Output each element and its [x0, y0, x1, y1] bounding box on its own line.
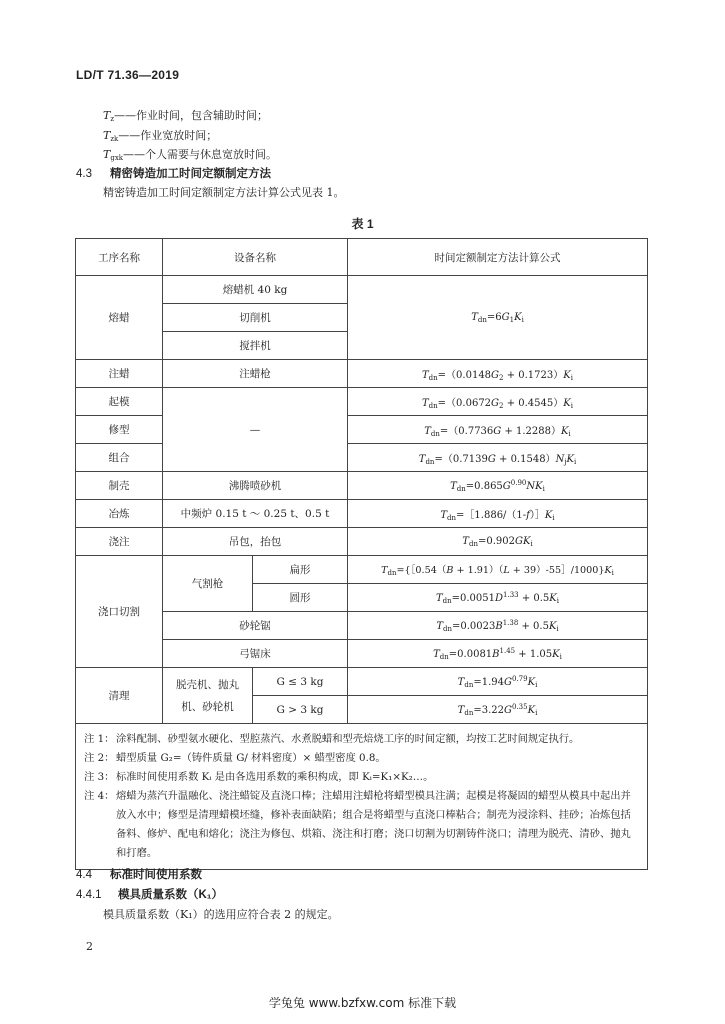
equipment-cell: —: [163, 388, 348, 472]
section-number: 4.4: [76, 869, 92, 881]
formula-cell: $T_{dn}=\{[0.54(B + 1.91)(L$ + $39)-55]/1000\}K_i$: [348, 556, 648, 584]
formula-cell: $T_{dn}=1.94G^{0.79}K_i$: [348, 668, 648, 696]
definition-text: ——作业宽放时间；: [118, 129, 218, 142]
section-4-4-heading: [76, 866, 202, 882]
table-notes: [76, 724, 648, 870]
note-label: 注 3：: [84, 771, 115, 783]
process-cell: 浇口切割: [76, 556, 163, 668]
process-cell: 注蜡: [76, 360, 163, 388]
table-row: [76, 388, 648, 416]
formula-cell: $T_{dn}=(0.7139G + 0.1548)N_jK_i$: [348, 444, 648, 472]
equipment-line: 机、砂轮机: [181, 700, 234, 713]
note-label: 注 4：: [84, 790, 115, 802]
section-4-3-heading: [76, 165, 271, 181]
section-title: 模具质量系数（K₁）: [118, 889, 224, 901]
process-cell: 组合: [76, 444, 163, 472]
formula-cell: $T_{dn}=0.902GK_i$: [348, 528, 648, 556]
page-number: 2: [86, 940, 93, 953]
note-text: 蜡型质量 G₂=（铸件质量 G/ 材料密度）× 蜡型密度 0.8。: [116, 752, 386, 764]
header-formula: 时间定额制定方法计算公式: [348, 239, 648, 276]
symbol: T: [103, 109, 111, 122]
process-cell: 熔蜡: [76, 276, 163, 360]
symbol-subscript: z: [110, 115, 115, 123]
process-cell: 清理: [76, 668, 163, 724]
table-row: [76, 360, 648, 388]
equipment-cell: 沸腾喷砂机: [163, 472, 348, 500]
document-code: LD/T 71.36—2019: [76, 68, 180, 82]
table-notes-row: [76, 724, 648, 870]
definition-text: ——作业时间，包含辅助时间；: [114, 109, 269, 122]
symbol-subscript: zk: [110, 135, 119, 143]
process-cell: 起模: [76, 388, 163, 416]
section-title: 标准时间使用系数: [110, 869, 202, 881]
header-equipment: 设备名称: [163, 239, 348, 276]
time-quota-table: [75, 238, 648, 870]
note-text: 熔蜡为蒸汽升温融化、浇注蜡锭及直浇口棒；注蜡用注蜡枪将蜡型模具注满；起模是将凝固的蜡型从模具中起出并放入水中；修型是清理蜡模坯缝，修补表面缺陷；组合是将蜡型与直浇口棒粘合；制壳为浸涂料、挂砂；冶炼包括备料、修炉、配电和熔化；浇注为修包、烘箱、浇注和打磨；浇口切割为切割铸件浇口；清理为脱壳、清砂、抛丸和打磨。: [116, 790, 631, 859]
process-cell: 制壳: [76, 472, 163, 500]
section-title: 精密铸造加工时间定额制定方法: [110, 168, 271, 180]
table-note: [84, 749, 639, 768]
process-cell: 冶炼: [76, 500, 163, 528]
formula-cell: $T_{dn}=6G_1K_i$: [348, 276, 648, 360]
table-caption: 表 1: [351, 217, 374, 231]
equipment-cell: 弓锯床: [163, 640, 348, 668]
formula-cell: $T_{dn}=(0.7736G + 1.2288)K_i$: [348, 416, 648, 444]
table-header-row: [76, 239, 648, 276]
equipment-cell: 气割枪: [163, 556, 253, 612]
table-row: [76, 500, 648, 528]
section-number: 4.3: [76, 168, 92, 180]
note-text: 涂料配制、砂型氨水硬化、型腔蒸汽、水煮脱蜡和型壳焙烧工序的时间定额，均按工艺时间规定执行。: [116, 733, 580, 745]
symbol: T: [103, 148, 111, 161]
section-4-3-text: 精密铸造加工时间定额制定方法计算公式见表 1。: [103, 186, 345, 199]
shape-cell: 扁形: [253, 556, 348, 584]
table-row: [76, 528, 648, 556]
section-4-4-1-heading: [76, 886, 223, 902]
table-row: [76, 276, 648, 304]
condition-cell: G > 3 kg: [253, 696, 348, 724]
symbol: T: [103, 129, 111, 142]
table-note: [84, 730, 639, 749]
table-note: [84, 768, 639, 787]
process-cell: 修型: [76, 416, 163, 444]
table-row: [76, 556, 648, 584]
formula-cell: $T_{dn}=0.0051D^{1.33} + 0.5K_i$: [348, 584, 648, 612]
table-row: [76, 472, 648, 500]
symbol-subscript: gxk: [110, 154, 124, 162]
note-text: 标准时间使用系数 Kᵢ 是由各选用系数的乘积构成，即 Kᵢ=K₁×K₂…。: [116, 771, 434, 783]
formula-cell: $T_{dn}=(0.0148G_2 + 0.1723)K_i$: [348, 360, 648, 388]
definition-tz: [103, 107, 268, 123]
equipment-cell: 熔蜡机 40 kg: [163, 276, 348, 304]
formula-cell: $T_{dn}=0.0081B^{1.45} + 1.05K_i$: [348, 640, 648, 668]
equipment-cell: 注蜡枪: [163, 360, 348, 388]
section-4-4-1-text: 模具质量系数（K₁）的选用应符合表 2 的规定。: [103, 908, 339, 921]
watermark-site: 学兔兔 www.bzfxw.com 标准下载: [268, 996, 457, 1010]
shape-cell: 圆形: [253, 584, 348, 612]
note-label: 注 2：: [84, 752, 115, 764]
equipment-cell: 切削机: [163, 304, 348, 332]
definition-text: ——个人需要与休息宽放时间。: [123, 148, 278, 161]
table-note: [84, 787, 639, 863]
formula-cell: $T_{dn}=0.865G^{0.90}NK_i$: [348, 472, 648, 500]
header-process: 工序名称: [76, 239, 163, 276]
table-row: [76, 444, 648, 472]
note-label: 注 1：: [84, 733, 115, 745]
table-row: [76, 668, 648, 696]
equipment-cell: 中频炉 0.15 t ～ 0.25 t、0.5 t: [163, 500, 348, 528]
definition-tgxk: [103, 146, 277, 162]
formula-cell: $T_{dn}=[1.886/(1-f)]K_i$: [348, 500, 648, 528]
equipment-cell: 吊包，抬包: [163, 528, 348, 556]
definition-tzk: [103, 127, 217, 143]
equipment-cell: [163, 668, 253, 724]
formula-cell: $T_{dn}=3.22G^{0.35}K_i$: [348, 696, 648, 724]
equipment-line: 脱壳机、抛丸: [176, 678, 239, 691]
equipment-cell: 搅拌机: [163, 332, 348, 360]
table-row: [76, 416, 648, 444]
equipment-cell: 砂轮锯: [163, 612, 348, 640]
section-number: 4.4.1: [76, 889, 102, 901]
formula-cell: $T_{dn}=(0.0672G_2 + 0.4545)K_i$: [348, 388, 648, 416]
formula-cell: $T_{dn}=0.0023B^{1.38} + 0.5K_i$: [348, 612, 648, 640]
process-cell: 浇注: [76, 528, 163, 556]
condition-cell: G ≤ 3 kg: [253, 668, 348, 696]
